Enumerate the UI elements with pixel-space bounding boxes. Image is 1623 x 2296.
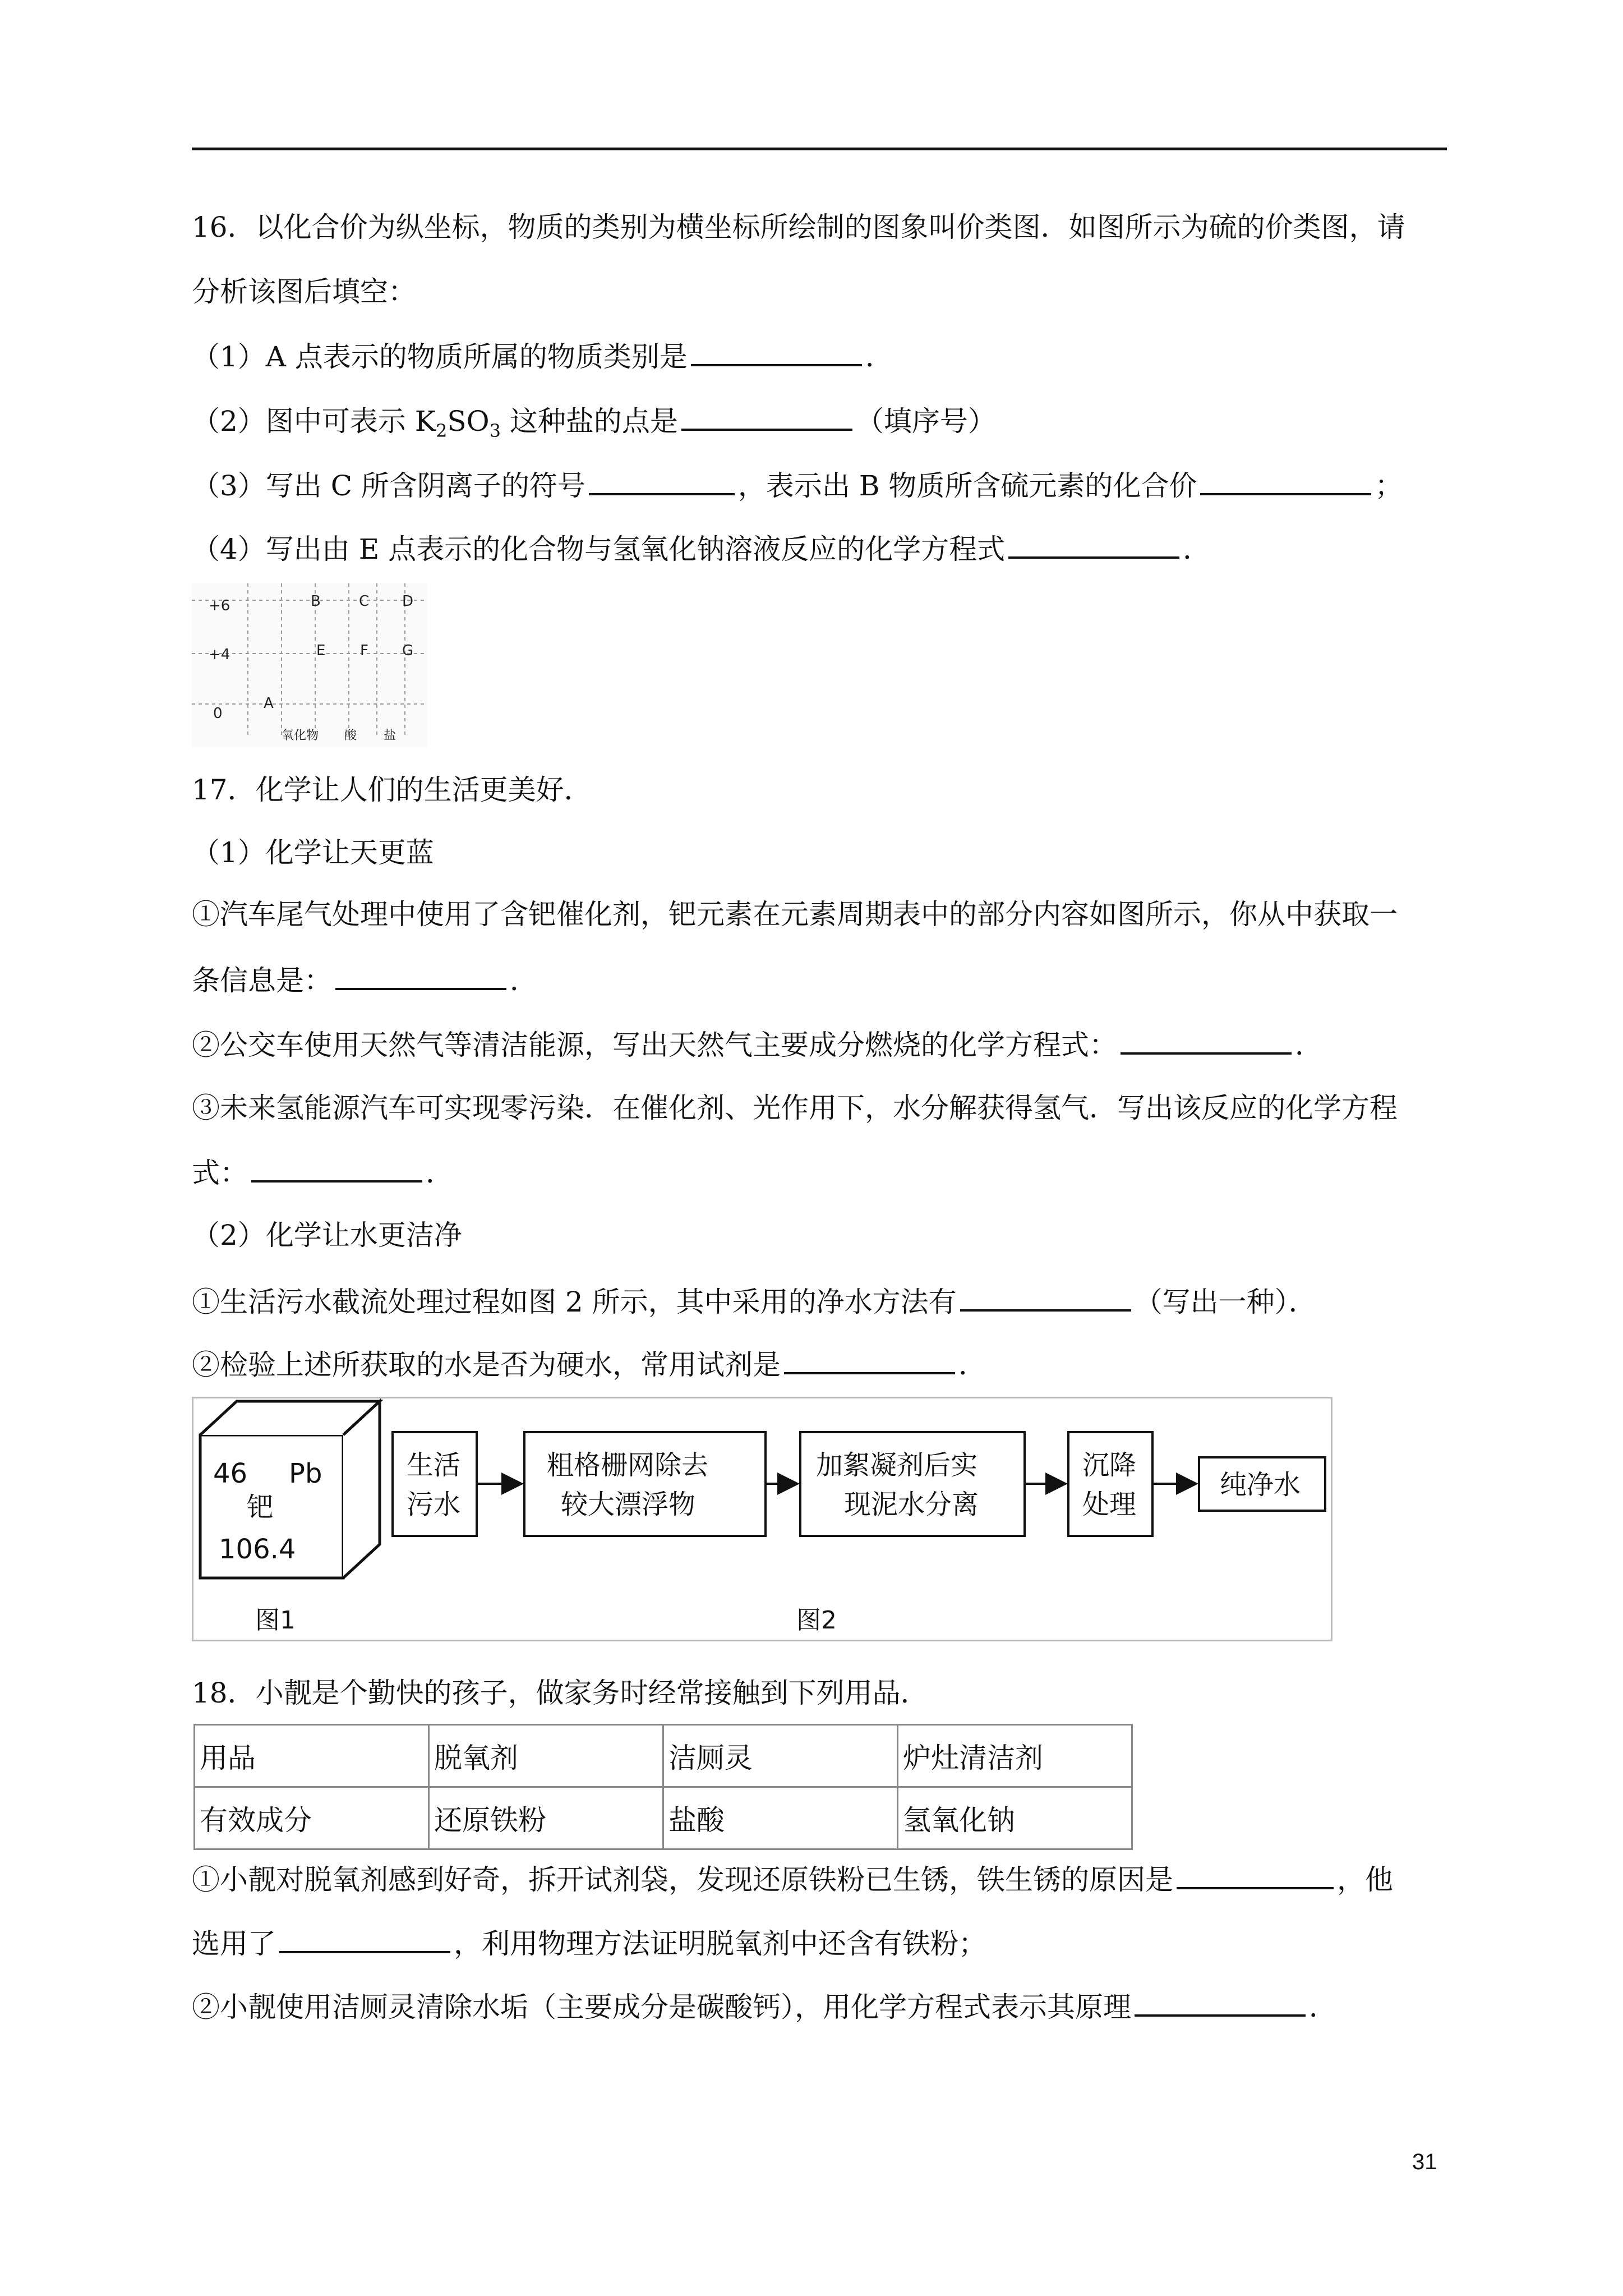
answer-blank[interactable] [335, 962, 506, 990]
element-symbol: Pb [289, 1458, 322, 1489]
q18-title: 18．小靓是个勤快的孩子，做家务时经常接触到下列用品． [192, 1677, 929, 1709]
table-cell: 洁厕灵 [663, 1725, 898, 1787]
flow-label: 纯净水 [1220, 1469, 1301, 1501]
q17-item2: ②公交车使用天然气等清洁能源，写出天然气主要成分燃烧的化学方程式： ． [192, 1027, 1323, 1062]
table-cell: 还原铁粉 [429, 1787, 663, 1849]
flow-label: 现泥水分离 [844, 1489, 979, 1520]
q16-part3: （3）写出 C 所含阴离子的符号 ，表示出 B 物质所含硫元素的化合价 ； [192, 467, 1403, 503]
point-G: G [402, 642, 414, 659]
table-cell: 炉灶清洁剂 [898, 1725, 1132, 1787]
answer-blank[interactable] [279, 1925, 450, 1953]
answer-blank[interactable] [589, 467, 735, 495]
x-label-oxide: 氧化物 [282, 729, 319, 743]
table-cell: 有效成分 [195, 1787, 429, 1849]
point-F: F [360, 642, 368, 659]
q17-item3-line2: 式： ． [192, 1154, 454, 1190]
q17-section1: （1）化学让天更蓝 [192, 836, 434, 869]
flow-box-screen [524, 1432, 766, 1536]
point-D: D [402, 593, 414, 610]
q16-part1: （1）A 点表示的物质所属的物质类别是 ． [192, 338, 893, 374]
atomic-number: 46 [213, 1458, 248, 1489]
point-E: E [316, 642, 326, 659]
answer-blank[interactable] [251, 1154, 422, 1182]
point-A: A [264, 695, 274, 712]
table-row [195, 1725, 1132, 1787]
figures-svg [193, 1398, 1331, 1640]
flow-box-flocculant [800, 1432, 1025, 1536]
sulfur-valence-chart [192, 583, 427, 747]
q17-item1-line1: ①汽车尾气处理中使用了含钯催化剂，钯元素在元素周期表中的部分内容如图所示，你从中获取一 [192, 898, 1398, 931]
table-row [195, 1787, 1132, 1849]
point-C: C [359, 593, 370, 610]
y-label-plus6: +6 [209, 597, 230, 614]
answer-blank[interactable] [691, 338, 862, 366]
answer-blank[interactable] [960, 1283, 1131, 1312]
q18-item2: ②小靓使用洁厕灵清除水垢（主要成分是碳酸钙），用化学方程式表示其原理 ． [192, 1989, 1337, 2024]
table-cell: 氢氧化钠 [898, 1787, 1132, 1849]
household-items-table [193, 1724, 1133, 1850]
flow-box-sewage [393, 1432, 477, 1536]
table-cell: 盐酸 [663, 1787, 898, 1849]
answer-blank[interactable] [784, 1346, 955, 1374]
flow-label: 污水 [407, 1489, 461, 1520]
q17-title: 17．化学让人们的生活更美好． [192, 774, 592, 806]
flow-label: 粗格栅网除去 [547, 1450, 709, 1481]
table-cell: 用品 [195, 1725, 429, 1787]
flow-box-settle [1068, 1432, 1152, 1536]
q17-water-item2: ②检验上述所获取的水是否为硬水，常用试剂是 ． [192, 1346, 986, 1382]
atomic-mass: 106.4 [219, 1534, 296, 1565]
flow-label: 处理 [1082, 1489, 1137, 1520]
q17-item3-line1: ③未来氢能源汽车可实现零污染．在催化剂、光作用下，水分解获得氢气．写出该反应的化学方程 [192, 1092, 1398, 1124]
header-rule [192, 148, 1447, 150]
answer-blank[interactable] [1135, 1989, 1306, 2017]
q17-water-item1: ①生活污水截流处理过程如图 2 所示，其中采用的净水方法有 （写出一种）． [192, 1283, 1317, 1319]
answer-blank[interactable] [1121, 1027, 1292, 1055]
figure2-caption: 图2 [796, 1606, 837, 1635]
flow-label: 生活 [407, 1450, 461, 1481]
q16-stem-line1: 16．以化合价为纵坐标，物质的类别为横坐标所绘制的图象叫价类图．如图所示为硫的价类图，请 [192, 211, 1405, 243]
q17-item1-line2: 条信息是： ． [192, 962, 538, 997]
element-name: 钯 [247, 1492, 274, 1523]
q18-item1-line1: ①小靓对脱氧剂感到好奇，拆开试剂袋，发现还原铁粉已生锈，铁生锈的原因是 ，他 [192, 1861, 1393, 1897]
answer-blank[interactable] [681, 403, 852, 431]
q17-section2: （2）化学让水更洁净 [192, 1219, 462, 1251]
x-label-acid: 酸 [344, 729, 357, 743]
page-number: 31 [1412, 2150, 1437, 2174]
flow-label: 沉降 [1082, 1450, 1137, 1481]
flow-label: 加絮凝剂后实 [816, 1450, 978, 1481]
q16-part4: （4）写出由 E 点表示的化合物与氢氧化钠溶液反应的化学方程式 ． [192, 531, 1211, 566]
flow-label: 较大漂浮物 [561, 1489, 696, 1520]
q16-part2: （2）图中可表示 $K_2SO_3$ 这种盐的点是 （填序号） [192, 403, 996, 438]
y-label-plus4: +4 [209, 646, 230, 663]
y-label-zero: 0 [213, 705, 223, 722]
figures-panel [192, 1397, 1332, 1641]
x-label-salt: 盐 [384, 729, 396, 743]
valence-chart-svg [192, 583, 427, 747]
figure1-caption: 图1 [255, 1606, 296, 1635]
table-cell: 脱氧剂 [429, 1725, 663, 1787]
q16-stem-line2: 分析该图后填空： [192, 275, 416, 308]
answer-blank[interactable] [1008, 531, 1179, 559]
point-B: B [311, 593, 321, 610]
answer-blank[interactable] [1200, 467, 1371, 495]
q18-item1-line2: 选用了 ，利用物理方法证明脱氧剂中还含有铁粉； [192, 1925, 986, 1961]
answer-blank[interactable] [1177, 1861, 1334, 1889]
